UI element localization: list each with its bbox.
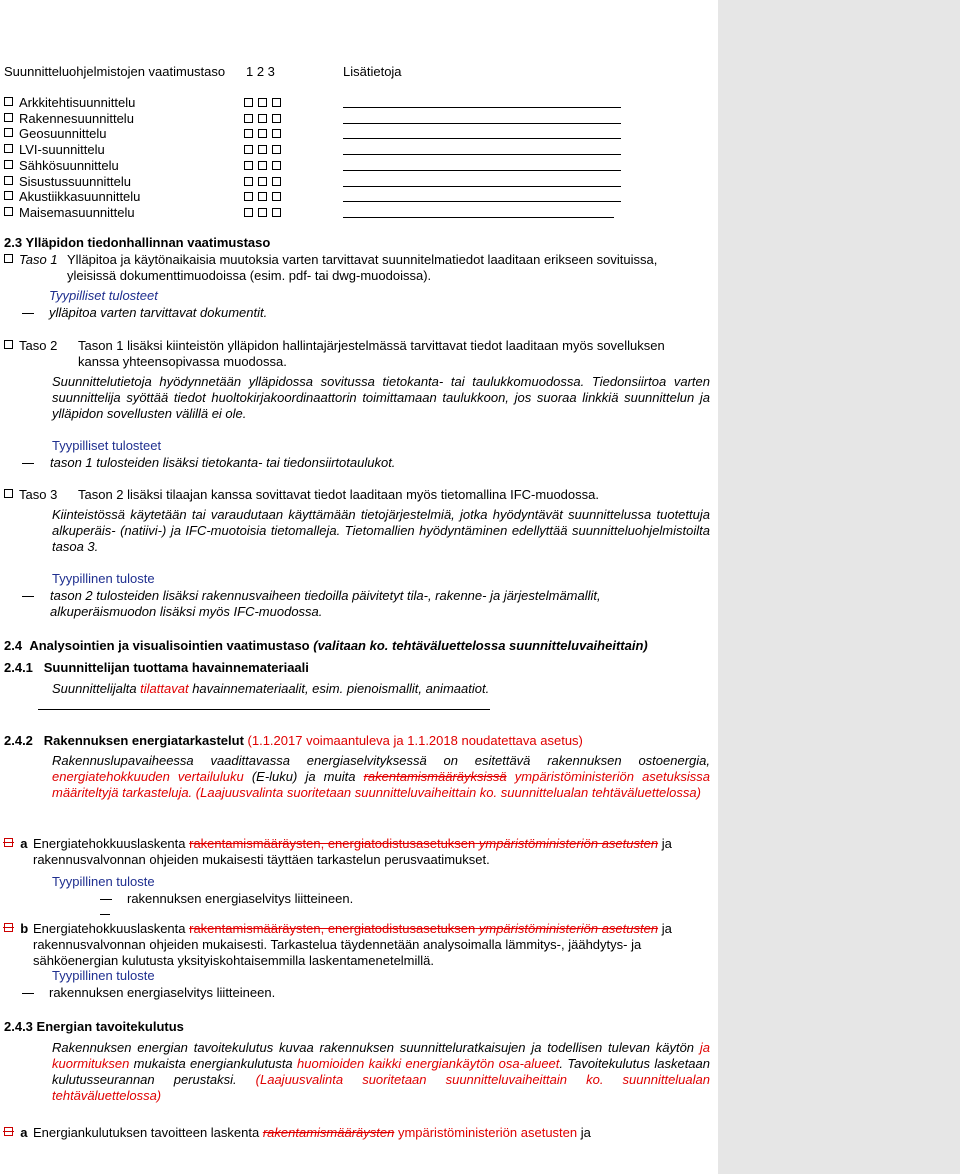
option-2-4-3-a-checkbox[interactable] — [4, 1127, 13, 1136]
level-2-checkbox[interactable] — [258, 98, 267, 107]
additional-info-line[interactable] — [343, 138, 621, 139]
option-a-letter: a — [20, 836, 28, 851]
taso3-output-dash — [22, 596, 34, 597]
fill-in-line — [38, 709, 490, 710]
section-2-4-2-number: 2.4.2 — [4, 733, 33, 748]
option-2-4-3-a-row — [4, 1125, 27, 1141]
section-2-4-3-heading: 2.4.3 Energian tavoitekulutus — [4, 1019, 184, 1034]
section-2-4-1-number: 2.4.1 — [4, 660, 33, 675]
discipline-row — [4, 174, 131, 190]
taso1-output: ylläpitoa varten tarvittavat dokumentit. — [49, 305, 268, 320]
additional-info-line[interactable] — [343, 217, 614, 218]
taso1-line2: yleisissä dokumenttimuodoissa (esim. pdf- tai dwg-muodoissa). — [67, 268, 432, 283]
option-2-4-3-a-line1: Energiankulutuksen tavoitteen laskenta rakentamismääräysten ympäristöministeriön asetusten ja — [33, 1125, 591, 1140]
level-2-checkbox[interactable] — [258, 161, 267, 170]
level-2-checkbox[interactable] — [258, 208, 267, 217]
level-checkboxes — [244, 95, 286, 111]
discipline-row — [4, 95, 135, 111]
discipline-row — [4, 142, 105, 158]
additional-info-line[interactable] — [343, 107, 621, 108]
additional-info-heading: Lisätietoja — [343, 64, 402, 79]
section-2-4-1-heading — [4, 660, 309, 676]
taso2-line1: Tason 1 lisäksi kiinteistön ylläpidon hallintajärjestelmässä tarvittavat tiedot laaditaan myös sovelluksen — [78, 338, 665, 353]
level-2-checkbox[interactable] — [258, 177, 267, 186]
taso1-outputs-label: Tyypilliset tulosteet — [49, 288, 158, 303]
discipline-checkbox[interactable] — [4, 97, 13, 106]
taso1-row — [4, 252, 58, 268]
level-3-checkbox[interactable] — [272, 98, 281, 107]
level-3-checkbox[interactable] — [272, 114, 281, 123]
additional-info-line[interactable] — [343, 186, 621, 187]
discipline-label: LVI-suunnittelu — [19, 142, 105, 157]
section-2-4-heading — [4, 638, 648, 654]
discipline-checkbox[interactable] — [4, 144, 13, 153]
discipline-label: Rakennesuunnittelu — [19, 111, 134, 126]
option-a-row — [4, 836, 27, 852]
option-b-checkbox[interactable] — [4, 923, 13, 932]
level-checkboxes — [244, 205, 286, 221]
section-2-4-1-text: Suunnittelijalta tilattavat havainnemateriaalit, esim. pienoismallit, animaatiot. — [52, 681, 490, 696]
level-2-checkbox[interactable] — [258, 145, 267, 154]
taso1-line1: Ylläpitoa ja käytönaikaisia muutoksia varten tarvittavat suunnitelmatiedot laaditaan erikseen sovituissa, — [67, 252, 658, 267]
level-2-checkbox[interactable] — [258, 114, 267, 123]
discipline-row — [4, 158, 119, 174]
additional-info-line[interactable] — [343, 154, 621, 155]
taso2-output-dash — [22, 463, 34, 464]
taso3-output-1: tason 2 tulosteiden lisäksi rakennusvaiheen tiedoilla päivitetyt tila-, rakenne- ja järjestelmämallit, — [50, 588, 601, 603]
level-1-checkbox[interactable] — [244, 161, 253, 170]
discipline-checkbox[interactable] — [4, 176, 13, 185]
level-numbers: 1 2 3 — [246, 64, 275, 79]
taso3-label: Taso 3 — [19, 487, 58, 502]
level-3-checkbox[interactable] — [272, 177, 281, 186]
section-2-4-number: 2.4 — [4, 638, 23, 653]
taso1-output-dash — [22, 313, 34, 314]
section-2-4-3-paragraph: Rakennuksen energian tavoitekulutus kuvaa rakennuksen suunnitteluratkaisujen ja todellisen tulevan käytön ja kuormituksen mukaista energiankulutusta huomioiden kaikki energiankäytön osa-alueet. Tavoitekulutus lasketaan kulutusseurannan perustaksi. (Laajuusvalinta suoritetaan suunnitteluvaiheittain ko. suunnittelualan tehtäväluettelossa) — [52, 1040, 710, 1103]
level-checkboxes — [244, 111, 286, 127]
discipline-label: Sisustussuunnittelu — [19, 174, 132, 189]
discipline-checkbox[interactable] — [4, 207, 13, 216]
taso3-row — [4, 487, 57, 503]
taso2-row — [4, 338, 57, 354]
taso2-line2: kanssa yhteensopivassa muodossa. — [78, 354, 287, 369]
additional-info-line[interactable] — [343, 170, 621, 171]
section-2-3-heading: 2.3 Ylläpidon tiedonhallinnan vaatimustaso — [4, 235, 271, 250]
section-2-4-1-title: Suunnittelijan tuottama havainnemateriaali — [43, 660, 309, 675]
option-2-4-3-a-letter: a — [20, 1125, 28, 1140]
discipline-label: Arkkitehtisuunnittelu — [19, 95, 136, 110]
discipline-row — [4, 111, 134, 127]
option-b-line3: sähköenergian kulutusta yksityiskohtaisemmilla laskentamenetelmillä. — [33, 953, 435, 968]
comment-sidebar — [718, 0, 960, 1174]
level-2-checkbox[interactable] — [258, 129, 267, 138]
level-1-checkbox[interactable] — [244, 114, 253, 123]
option-b-output: rakennuksen energiaselvitys liitteineen. — [49, 985, 276, 1000]
option-b-outputs-label: Tyypillinen tuloste — [52, 968, 155, 983]
option-a-outputs-label: Tyypillinen tuloste — [52, 874, 155, 889]
section-2-4-2-title: Rakennuksen energiatarkastelut — [43, 733, 244, 748]
discipline-label: Akustiikkasuunnittelu — [19, 189, 141, 204]
option-a-extra-dash — [100, 914, 110, 915]
section-2-4-2-paragraph: Rakennuslupavaiheessa vaadittavassa energiaselvityksessä on esitettävä rakennuksen ostoenergia, energiatehokkuuden vertailuluku (E-luku) ja muita rakentamismääräyksissä ympäristöministeriön asetuksissa määriteltyjä tarkasteluja. (Laajuusvalinta suoritetaan suunnitteluvaiheittain ko. suunnittelualan tehtäväluettelossa) — [52, 753, 710, 800]
discipline-row — [4, 189, 140, 205]
option-a-line2: rakennusvalvonnan ohjeiden mukaisesti täyttäen tarkastelun perusvaatimukset. — [33, 852, 490, 867]
taso2-paragraph: Suunnittelutietoja hyödynnetään ylläpidossa sovitussa tietokanta- tai taulukkomuodossa. Tiedonsiirtoa varten suunnittelija syöttää tiedot huoltokirjakoordinaattorin toimittamaan taulukkoon, jos suoraa linkkiä suunnittelun ja ylläpidon sovellusten välillä ei ole. — [52, 374, 710, 421]
option-b-row — [4, 921, 28, 937]
option-a-line1: Energiatehokkuuslaskenta rakentamismääräysten, energiatodistusasetuksen ympäristöministeriön asetusten ja — [33, 836, 672, 851]
taso1-checkbox[interactable] — [4, 254, 13, 263]
level-1-checkbox[interactable] — [244, 192, 253, 201]
option-b-letter: b — [20, 921, 29, 936]
taso2-output: tason 1 tulosteiden lisäksi tietokanta- tai tiedonsiirtotaulukot. — [50, 455, 396, 470]
level-checkboxes — [244, 126, 286, 142]
taso2-label: Taso 2 — [19, 338, 58, 353]
taso2-outputs-label: Tyypilliset tulosteet — [52, 438, 162, 453]
additional-info-line[interactable] — [343, 201, 621, 202]
discipline-row — [4, 126, 106, 142]
option-a-checkbox[interactable] — [4, 838, 13, 847]
discipline-checkbox[interactable] — [4, 191, 13, 200]
level-checkboxes — [244, 189, 286, 205]
discipline-row — [4, 205, 135, 221]
discipline-label: Geosuunnittelu — [19, 126, 107, 141]
level-1-checkbox[interactable] — [244, 208, 253, 217]
discipline-label: Maisemasuunnittelu — [19, 205, 135, 220]
option-a-output-dash — [100, 899, 112, 900]
option-b-line1: Energiatehokkuuslaskenta rakentamismääräysten, energiatodistusasetuksen ympäristöministeriön asetusten ja — [33, 921, 672, 936]
level-3-checkbox[interactable] — [272, 129, 281, 138]
level-2-checkbox[interactable] — [258, 192, 267, 201]
level-3-checkbox[interactable] — [272, 192, 281, 201]
option-b-output-dash — [22, 993, 34, 994]
level-checkboxes — [244, 158, 286, 174]
taso3-paragraph: Kiinteistössä käytetään tai varaudutaan käyttämään tietojärjestelmiä, jotka hyödyntävät suunnittelussa tuotettuja alkuperäis- (natiivi-) ja IFC-muotoisia tietomalleja. Tietomallien hyödyntäminen edellyttää suunnitteluohjelmistoilta tasoa 3. — [52, 507, 710, 554]
discipline-checkbox[interactable] — [4, 128, 13, 137]
discipline-label: Sähkösuunnittelu — [19, 158, 119, 173]
section-2-4-2-heading — [4, 733, 583, 749]
level-3-checkbox[interactable] — [272, 208, 281, 217]
section-2-4-2-note: (1.1.2017 voimaantuleva ja 1.1.2018 noudatettava asetus) — [247, 733, 583, 748]
discipline-checkbox[interactable] — [4, 113, 13, 122]
option-b-line2: rakennusvalvonnan ohjeiden mukaisesti. Tarkastelua täydennetään analysoimalla lämmitys-, jäähdytys- ja — [33, 937, 642, 952]
taso3-checkbox[interactable] — [4, 489, 13, 498]
taso1-label: Taso 1 — [19, 252, 58, 267]
discipline-checkbox[interactable] — [4, 160, 13, 169]
level-1-checkbox[interactable] — [244, 129, 253, 138]
level-checkboxes — [244, 142, 286, 158]
taso2-checkbox[interactable] — [4, 340, 13, 349]
level-3-checkbox[interactable] — [272, 145, 281, 154]
additional-info-line[interactable] — [343, 123, 621, 124]
level-checkboxes — [244, 174, 286, 190]
taso3-outputs-label: Tyypillinen tuloste — [52, 571, 155, 586]
section-2-4-title: Analysointien ja visualisointien vaatimustaso — [29, 638, 310, 653]
level-1-checkbox[interactable] — [244, 145, 253, 154]
level-1-checkbox[interactable] — [244, 177, 253, 186]
option-a-output: rakennuksen energiaselvitys liitteineen. — [127, 891, 354, 906]
taso3-output-2: alkuperäismuodon lisäksi myös IFC-muodossa. — [50, 604, 323, 619]
requirements-title: Suunnitteluohjelmistojen vaatimustaso — [4, 64, 226, 79]
level-3-checkbox[interactable] — [272, 161, 281, 170]
taso3-line1: Tason 2 lisäksi tilaajan kanssa sovittavat tiedot laaditaan myös tietomallina IFC-muodossa. — [78, 487, 599, 502]
level-1-checkbox[interactable] — [244, 98, 253, 107]
section-2-4-note: (valitaan ko. tehtäväluettelossa suunnitteluvaiheittain) — [313, 638, 648, 653]
